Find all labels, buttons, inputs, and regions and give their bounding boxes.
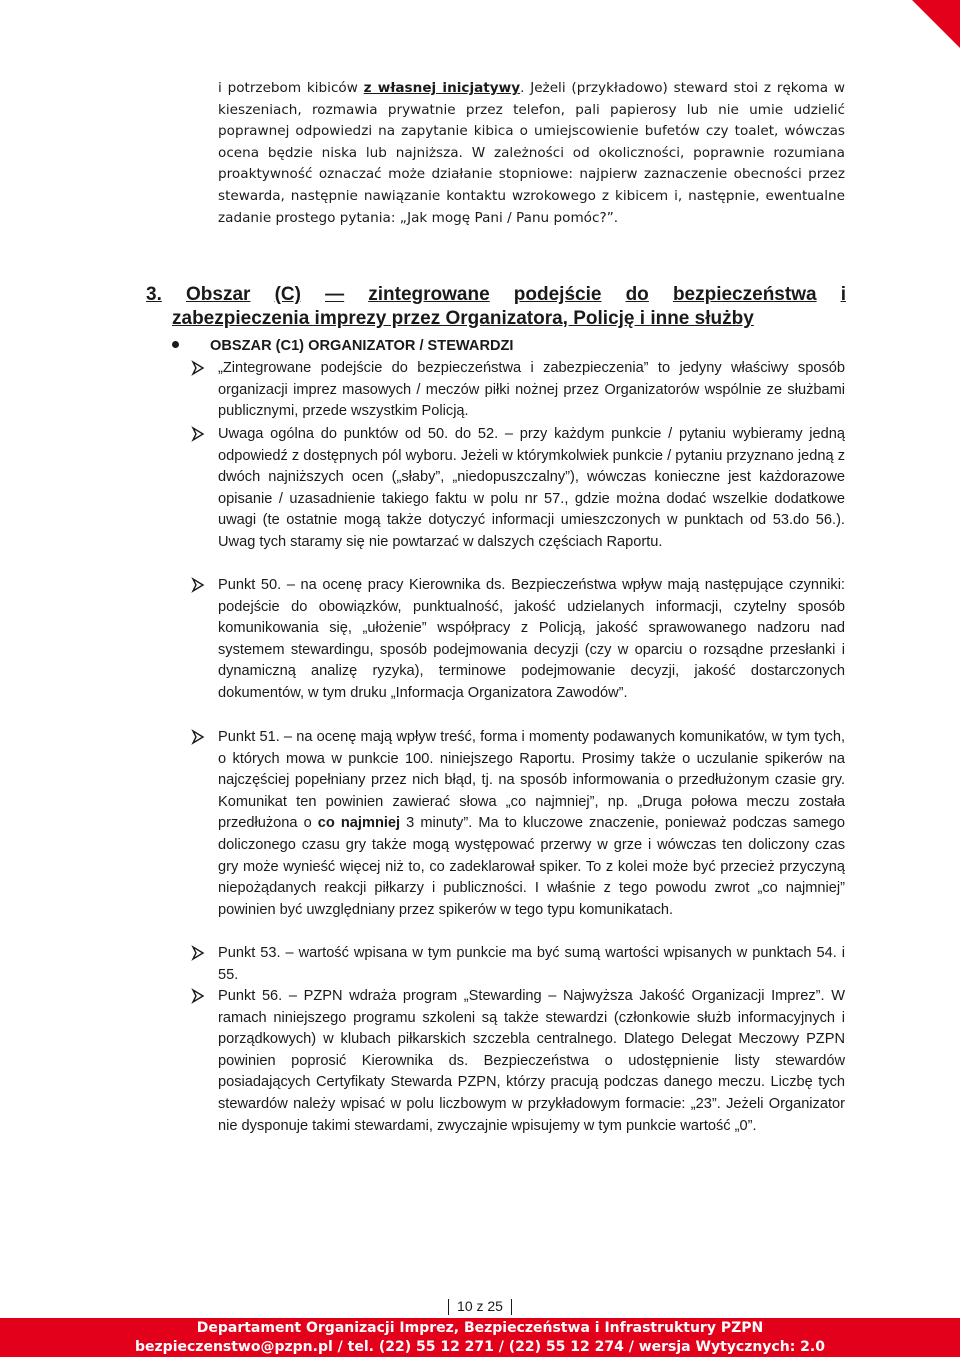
divider bbox=[511, 1299, 512, 1315]
list-item-text: Punkt 53. – wartość wpisana w tym punkcie ma być sumą wartości wpisanych w punktach 54. i 55. bbox=[218, 945, 845, 983]
arrow-bullet-icon bbox=[190, 945, 206, 961]
list-item-text: „Zintegrowane podejście do bezpieczeństwa i zabezpieczenia” to jedyny właściwy sposób organizacji imprez masowych / meczów piłki nożnej przez Organizatorów wspólnie ze służbami publicznymi, przede wszystkim Policją. bbox=[218, 360, 845, 420]
intro-lead: i potrzebom kibiców bbox=[218, 80, 364, 96]
list-item bbox=[190, 986, 845, 1137]
list-item-text: Punkt 50. – na ocenę pracy Kierownika ds. Bezpieczeństwa wpływ mają następujące czynniki: podejście do obowiązków, punktualność, jakość udzielanych informacji, czytelny sposób komunikowania się, „ułożenie” współpracy z Policją, jakość sprawowanego nadzoru nad systemem stewardingu, sposób podejmowania decyzji (czy w oparciu o rozsądne przesłanki i dynamiczną analizę ryzyka), terminowe podejmowanie decyzji, jakość dostarczonych dokumentów, w tym druku „Informacja Organizatora Zawodów”. bbox=[218, 577, 845, 701]
corner-accent bbox=[912, 0, 960, 48]
heading-word: — bbox=[325, 284, 345, 305]
arrow-bullet-icon bbox=[190, 988, 206, 1004]
list-item-text: Punkt 56. – PZPN wdraża program „Stewarding – Najwyższa Jakość Organizacji Imprez”. W ramach niniejszego programu szkoleni są także stewardzi (członkowie służb informacyjnych i porządkowych) w klubach piłkarskich szczebla centralnego. Dlatego Delegat Meczowy PZPN powinien poprosić Kierownika ds. Bezpieczeństwa o udostępnienie listy stewardów posiadających Certyfikaty Stewarda PZPN, którzy pracują podczas danego meczu. Liczbę tych stewardów należy wpisać w polu liczbowym w przykładowym formacie: „23”. Jeżeli Organizator nie dysponuje takimi stewardami, zwyczajnie wpisujemy w tym punkcie wartość „0”. bbox=[218, 988, 845, 1134]
footer-department: Departament Organizacji Imprez, Bezpieczeństwa i Infrastruktury PZPN bbox=[0, 1318, 960, 1338]
footer-contact: bezpieczenstwo@pzpn.pl / tel. (22) 55 12 271 / (22) 55 12 274 / wersja Wytycznych: 2.0 bbox=[0, 1338, 960, 1357]
divider bbox=[448, 1299, 449, 1315]
arrow-bullet-icon bbox=[190, 729, 206, 745]
list-item bbox=[190, 424, 845, 554]
arrow-bullet-icon bbox=[190, 360, 206, 376]
page-number bbox=[0, 1298, 960, 1315]
intro-underlined: z własnej inicjatywy bbox=[363, 80, 521, 96]
heading-word: bezpieczeństwa bbox=[672, 284, 817, 305]
bullet-icon bbox=[172, 341, 179, 348]
list-item-text bbox=[218, 727, 845, 921]
heading-word: (C) bbox=[274, 284, 301, 305]
page-number-text: 10 z 25 bbox=[457, 1298, 503, 1314]
heading-number: 3. bbox=[146, 284, 162, 305]
item-text-part: Punkt 51. – na ocenę mają wpływ treść, forma i momenty podawanych komunikatów, w tym tych, o których mowa w punkcie 100. niniejszego Raportu. Prosimy także o uczulanie spikerów na najczęściej popełniany przez nich błąd, tj. na sposób informowania o przedłużonym czasie gry. Komunikat ten powinien zawierać słowa „co najmniej”, np. „Druga połowa meczu została przedłużona o bbox=[218, 729, 845, 832]
subheading bbox=[172, 338, 514, 354]
intro-rest: . Jeżeli (przykładowo) steward stoi z rękoma w kieszeniach, rozmawia prywatnie przez telefon, pali papierosy lub nie umie udzielić poprawnej odpowiedzi na zapytanie kibica o umiejscowienie bufetów czy toalet, wówczas ocena będzie niska lub najniższa. W zależności od okoliczności, poprawnie rozumiana proaktywność oznaczać może działanie stopniowe: najpierw zaznaczenie obecności przez stewarda, następnie nawiązanie kontaktu wzrokowego z kibicem i, następnie, ewentualne zadanie prostego pytania: „Jak mogę Pani / Panu pomóc?”. bbox=[218, 80, 845, 226]
intro-paragraph bbox=[218, 78, 845, 229]
list-item bbox=[190, 943, 845, 986]
list-item bbox=[190, 358, 845, 423]
section-heading bbox=[146, 283, 846, 331]
heading-line2: zabezpieczenia imprezy przez Organizatora, Policję i inne służby bbox=[172, 308, 754, 329]
item-text-bold: co najmniej bbox=[317, 815, 401, 832]
heading-word: Obszar bbox=[186, 284, 251, 305]
heading-word: i bbox=[840, 284, 846, 305]
list-item-text: Uwaga ogólna do punktów od 50. do 52. – przy każdym punkcie / pytaniu wybieramy jedną odpowiedź z dostępnych pól wyboru. Jeżeli w którymkolwiek punkcie / pytaniu przyznano jedną z dwóch najniższych ocen („słaby”, „niedopuszczalny”), wówczas konieczne jest każdorazowe opisanie / uzasadnienie takiego faktu w polu nr 57., gdzie można dodać wszelkie dodatkowe uwagi (te ostatnie mogą także dotyczyć informacji umieszczonych w punktach od 53.do 56.). Uwag tych staramy się nie powtarzać w dalszych częściach Raportu. bbox=[218, 426, 845, 550]
list-item bbox=[190, 727, 845, 921]
item-text-part: 3 minuty”. Ma to kluczowe znaczenie, ponieważ podczas samego doliczonego czasu gry także mogą występować przerwy w grze i wówczas ten doliczony czas gry może wynieść więcej niż to, co zadeklarował spiker. To z kolei może być przecież przyczyną niepożądanych reakcji piłkarzy i publiczności. I właśnie z tego powodu zwrot „co najmniej” powinien być uwzględniany przez spikerów w tego typu komunikatach. bbox=[218, 815, 845, 918]
heading-word: zintegrowane bbox=[368, 284, 490, 305]
subheading-text: OBSZAR (C1) ORGANIZATOR / STEWARDZI bbox=[210, 338, 514, 354]
heading-word: do bbox=[625, 284, 649, 305]
arrow-bullet-icon bbox=[190, 426, 206, 442]
list-item bbox=[190, 575, 845, 705]
heading-word: podejście bbox=[513, 284, 602, 305]
arrow-bullet-icon bbox=[190, 577, 206, 593]
